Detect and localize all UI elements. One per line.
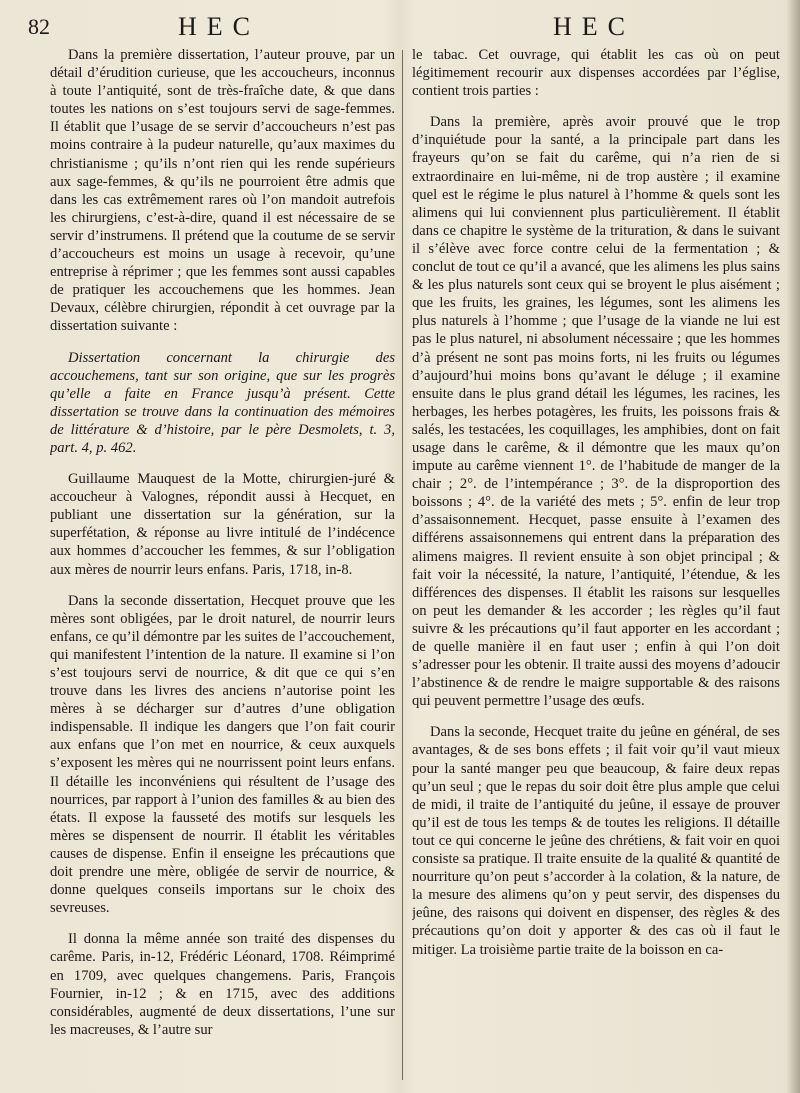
running-head-left: HEC [178, 12, 260, 41]
column-divider [402, 50, 403, 1080]
running-head-right: HEC [553, 12, 635, 41]
paragraph: Dans la seconde, Hecquet traite du jeûne en général, de ses avantages, & de ses bons effets ; il fait voir qu’il vaut mieux pour la santé manger peu que beaucoup, & faire deux repas qu’un seul ; que le repas du soir doit être plus ample que celui de midi, il traite de l’antiquité du jeûne, il essaye de prouver qu’il est de tous les temps & de toutes les religions. Il détaille tout ce qui concerne le jeûne des chrétiens, & fait voir en quoi consiste sa pratique. Il traite ensuite de la qualité & quantité de nourriture qu’on peut s’accorder à la colation, & la nature, de la mesure des alimens qu’on y peut servir, des dispenses du jeûne, des raisons qui doivent en dispenser, des règles & des précautions qu’on doit y apporter & des cas où il faut le mitiger. La troisième partie traite de la boisson en ca- [412, 724, 780, 958]
page-number: 82 [28, 14, 50, 39]
paragraph: Dans la seconde dissertation, Hecquet prouve que les mères sont obligées, par le droit naturel, de nourrir leurs enfans, ce qu’il démontre par les suites de l’accouchement, qui manifestent l’intention de la nature. Il examine si l’on s’est toujours servi de nourrice, & dit que ce qui s’en trouve dans les livres des anciens n’autorise point les mères à se décharger sur d’autres d’une obligation indispensable. Il indique les dangers que l’on fait courir aux enfans que l’on met en nourrice, & ceux auxquels s’exposent les mères qui ne nourrissent point leurs enfans. Il détaille les inconvéniens qui résultent de l’usage des nourrices, par rapport à l’union des familles & au bien des états. Il expose la fausseté des motifs sur lesquels les mères se dispensent de nourrir. Il établit les véritables causes de dispense. Enfin il enseigne les précautions que doit prendre une mère, obligée de servir de nourrice, & donne quelques conseils importans sur le choix des sevreuses. [50, 592, 395, 917]
paragraph: Il donna la même année son traité des dispenses du carême. Paris, in-12, Frédéric Léonard, 1708. Réimprimé en 1709, avec quelques changemens. Paris, François Fournier, in-12 ; & en 1715, avec des additions considérables, augmenté de deux dissertations, l’une sur les macreuses, & l’autre sur [50, 931, 395, 1038]
paragraph: Dans la première dissertation, l’auteur prouve, par un détail d’érudition curieuse, que les accoucheurs, inconnus à toute l’antiquité, sont de très-fraîche date, & que dans toutes les nations on s’est toujours servi de sage-femmes. Il établit que l’usage de se servir d’accoucheurs n’est pas moins contraire à la pudeur naturelle, qu’aux maximes du christianisme ; qu’ils n’ont rien qui les rende supérieurs aux sage-femmes, & qu’ils ne pourroient être admis que dans les cas extrêmement rares où l’on mandoit autrefois les chirurgiens, c’est-à-dire, quand il est nécessaire de se servir d’instrumens. Il prétend que la coutume de se servir d’accoucheurs est moins un usage à recevoir, qu’une entreprise à réprimer ; que les femmes sont aussi capables de pratiquer les accouchemens que les hommes. Jean Devaux, célèbre chirurgien, répondit à cet ouvrage par la dissertation suivante : [50, 47, 395, 335]
paragraph: le tabac. Cet ouvrage, qui établit les cas où on peut légitimement recourir aux dispenses accordées par l’église, contient trois parties : [412, 47, 780, 100]
right-column [412, 46, 780, 1086]
left-column [50, 46, 395, 1086]
paragraph: Guillaume Mauquest de la Motte, chirurgien-juré & accoucheur à Valognes, répondit aussi à Hecquet, en publiant une dissertation sur la génération, sur la superfétation, & réponse au livre intitulé de l’indécence aux hommes d’accoucher les femmes, & sur l’obligation aux mères de nourrir leurs enfans. Paris, 1718, in-8. [50, 471, 395, 578]
page-header [28, 12, 782, 46]
paragraph: Dissertation concernant la chirurgie des accouchemens, tant sur son origine, que sur les progrès qu’elle a faite en France jusqu’à présent. Cette dissertation se trouve dans la continuation des mémoires de littérature & d’histoire, par le père Desmolets, t. 3, part. 4, p. 462. [50, 349, 395, 456]
page-edge-shadow [786, 0, 800, 1093]
paragraph: Dans la première, après avoir prouvé que le trop d’inquiétude pour la santé, a la principale part dans les frayeurs qu’on se fait du carême, qui n’a rien de si extraordinaire en lui-même, ni de trop austère ; il examine quel est le régime le plus naturel à l’homme & quels sont les alimens qui lui conviennent plus particulièrement. Il établit dans ce chapitre le système de la trituration, & dans le suivant il s’élève avec force contre celui de la fermentation ; & conclut de tout ce qu’il a avancé, que les alimens les plus sains & les plus naturels sont ceux qui se broyent le plus aisément ; que les fruits, les graines, les légumes, sont les alimens les plus naturels à l’homme ; que l’usage de la viande ne lui est pas le plus naturel, ni absolument nécessaire ; que les hommes d’à présent ne sont pas moins forts, ni les fruits ou légumes d’aujourd’hui moins bons qu’avant le déluge ; il examine ensuite dans le plus grand détail les légumes, les racines, les herbages, les herbes potagères, les fruits, les poissons frais & salés, les testacées, les coquillages, les amphibies, dont on fait usage dans le carême, & il démontre que les maux qu’on impute au carême viennent 1°. de l’habitude de manger de la chair ; 2°. de l’intempérance ; 3°. de la disproportion des boissons ; 4°. de la variété des mets ; 5°. enfin de leur trop d’assaisonnement. Hecquet, passe ensuite à l’examen des différens assaisonnemens qui entrent dans la préparation des alimens maigres. Il revient ensuite à son objet principal ; & fait voir la nécessité, la nature, l’antiquité, l’étendue, & les différences des dispenses. Il établit les raisons sur lesquelles on peut les demander & les accorder ; les règles qu’il faut suivre & les précautions qu’il faut apporter en les accordant ; de quelle manière il en faut user ; enfin à qui l’on doit s’adresser pour les obtenir. Il traite aussi des moyens d’adoucir l’abstinence & de rendre le maigre supportable & des raisons qui peuvent permettre l’usage des œufs. [412, 114, 780, 710]
